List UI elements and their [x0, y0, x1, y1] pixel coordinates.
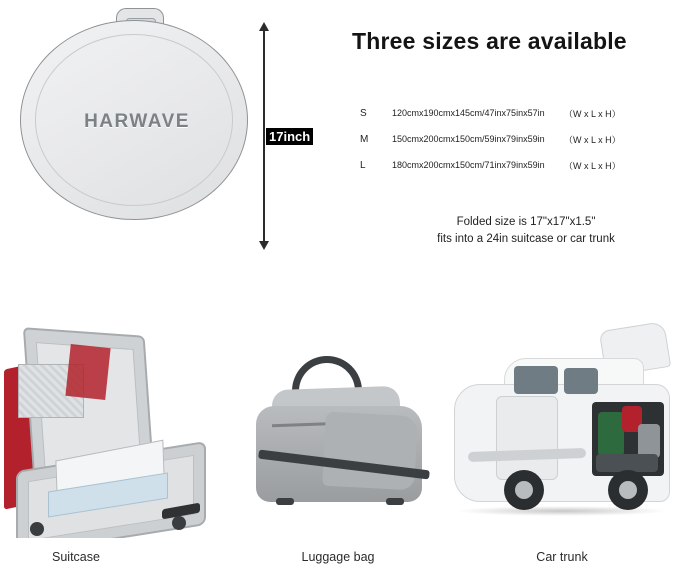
photo-caption: Luggage bag [301, 550, 375, 564]
car-cargo-area [592, 402, 664, 476]
car-trunk-photo [452, 310, 672, 538]
car-open-door [496, 396, 558, 480]
luggage-item [598, 412, 624, 456]
photo-cell-luggage-bag [228, 310, 448, 587]
usage-photo-row [0, 310, 679, 587]
size-dimensions: 180cmx200cmx150cm/71inx79inx59in [392, 160, 545, 170]
folded-size-line-1: Folded size is 17"x17"x1.5" [456, 216, 596, 228]
car-ground-shadow [456, 506, 668, 516]
photo-caption: Car trunk [536, 550, 588, 564]
height-dimension-label: 17inch [266, 128, 313, 145]
size-wlh-note: （W x L x H） [564, 160, 621, 171]
size-code: S [360, 107, 367, 119]
page-title: Three sizes are available [352, 28, 627, 54]
photo-caption: Suitcase [52, 550, 100, 564]
table-row [360, 100, 660, 126]
suitcase-wheel [30, 522, 44, 536]
size-table [360, 100, 660, 178]
size-wlh-note: （W x L x H） [564, 108, 621, 119]
table-row [360, 152, 660, 178]
folded-bag-illustration [12, 6, 262, 226]
car-wheel-front [504, 470, 544, 510]
size-code: M [360, 133, 369, 145]
folded-size-line-2: fits into a 24in suitcase or car trunk [437, 232, 615, 245]
suitcase-open-photo [4, 310, 224, 538]
photo-cell-car-trunk [452, 310, 672, 587]
luggage-item [638, 424, 660, 458]
car-window-front [514, 366, 558, 394]
brand-logo: HARWAVE [84, 111, 190, 132]
height-dimension-arrow [263, 30, 265, 242]
suitcase-red-pocket [65, 344, 110, 400]
size-dimensions: 120cmx190cmx145cm/47inx75inx57in [392, 108, 545, 118]
duffel-foot [276, 498, 294, 505]
size-code: L [360, 159, 366, 171]
duffel-side-flap [322, 412, 418, 491]
car-wheel-rear [608, 470, 648, 510]
duffel-foot [386, 498, 404, 505]
size-wlh-note: （W x L x H） [564, 134, 621, 145]
table-row [360, 126, 660, 152]
suitcase-wheel [172, 516, 186, 530]
photo-cell-suitcase [4, 310, 224, 587]
folded-size-note [396, 214, 656, 247]
size-dimensions: 150cmx200cmx150cm/59inx79inx59in [392, 134, 545, 144]
car-window-rear [564, 368, 598, 394]
duffel-bag-photo [228, 310, 448, 538]
